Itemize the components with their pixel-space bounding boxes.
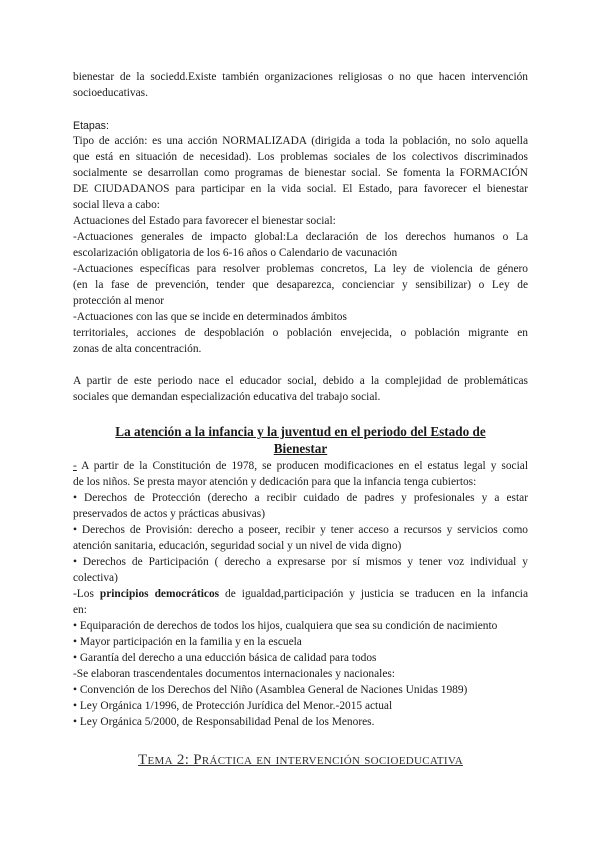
principios-line-1 bbox=[73, 587, 528, 603]
principios-pre: -Los bbox=[73, 588, 100, 600]
derecho-provision-line-1: • Derechos de Provisión: derecho a poseer, recibir y tener acceso a recursos y servicios como bbox=[73, 524, 528, 536]
section-intro-text: A partir de la Constitución de 1978, se producen modificaciones en el estatus legal y social bbox=[76, 460, 528, 472]
etapas-p1-line-4: DE CIUDADANOS para participar en la vida social. El Estado, para favorecer el bienestar bbox=[73, 183, 528, 195]
derecho-participacion-line-2: colectiva) bbox=[73, 572, 118, 584]
intro-line-2: socioeducativas. bbox=[73, 87, 148, 99]
intro-line-1: bienestar de la sociedd.Existe también organizaciones religiosas o no que hacen intervención bbox=[73, 71, 528, 83]
etapas-p1-line-2: que está en situación de necesidad). Los problemas sociales de los colectivos discriminados bbox=[73, 151, 528, 163]
educador-line-1: A partir de este periodo nace el educador social, debido a la complejidad de problemáticas bbox=[73, 375, 528, 387]
actuacion-3-line-2: territoriales, acciones de despoblación o población envejecida, o población migrante en bbox=[73, 327, 528, 339]
etapas-label: Etapas: bbox=[73, 120, 109, 132]
actuacion-1-line-2: escolarización obligatoria de los 6-16 años o Calendario de vacunación bbox=[73, 247, 398, 259]
actuacion-1-line-1: -Actuaciones generales de impacto global:La declaración de los derechos humanos o La bbox=[73, 231, 528, 243]
actuacion-3-line-1: -Actuaciones con las que se incide en determinados ámbitos bbox=[73, 311, 347, 323]
actuacion-3-line-3: zonas de alta concentración. bbox=[73, 343, 202, 355]
section-intro-line-1 bbox=[73, 459, 528, 475]
actuacion-2-line-1: -Actuaciones específicas para resolver problemas concretos, La ley de violencia de género bbox=[73, 263, 528, 275]
principios-item-1: • Equiparación de derechos de todos los hijos, cualquiera que sea su condición de nacimiento bbox=[73, 620, 498, 632]
documentos-intro: -Se elaboran trascendentales documentos internacionales y nacionales: bbox=[73, 668, 395, 680]
principios-line-2: en: bbox=[73, 604, 87, 616]
documento-item-1: • Convención de los Derechos del Niño (Asamblea General de Naciones Unidas 1989) bbox=[73, 684, 468, 696]
section-heading-line-1: La atención a la infancia y la juventud en el periodo del Estado de bbox=[115, 424, 486, 439]
etapas-p1-line-5: social lleva a cabo: bbox=[73, 199, 160, 211]
actuacion-2-line-3: protección al menor bbox=[73, 295, 165, 307]
section-intro-line-2: de los niños. Se presta mayor atención y dedicación para que la infancia tenga cubiertos: bbox=[73, 476, 477, 488]
derecho-proteccion-line-2: preservados de actos y prácticas abusivas) bbox=[73, 508, 265, 520]
etapas-p1-line-1: Tipo de acción: es una acción NORMALIZADA (dirigida a toda la población, no solo aquella bbox=[73, 135, 528, 147]
documento-item-2: • Ley Orgánica 1/1996, de Protección Jurídica del Menor.-2015 actual bbox=[73, 700, 393, 712]
actuacion-2-line-2: (en la fase de prevención, tender que desaparezca, concienciar y sensibilizar) o Ley de bbox=[73, 279, 528, 291]
educador-line-2: sociales que demandan especialización educativa del trabajo social. bbox=[73, 391, 381, 403]
principios-item-3: • Garantía del derecho a una educción básica de calidad para todos bbox=[73, 652, 377, 664]
derecho-provision-line-2: atención sanitaria, educación, seguridad social y un nivel de vida digno) bbox=[73, 540, 402, 552]
derecho-proteccion-line-1: • Derechos de Protección (derecho a recibir cuidado de padres y profesionales y a estar bbox=[73, 492, 528, 504]
principios-item-2: • Mayor participación en la familia y en la escuela bbox=[73, 636, 302, 648]
documento-item-3: • Ley Orgánica 5/2000, de Responsabilidad Penal de los Menores. bbox=[73, 716, 375, 728]
section-dash: - bbox=[73, 460, 77, 472]
section-heading-line-2: Bienestar bbox=[273, 441, 328, 456]
derecho-participacion-line-1: • Derechos de Participación ( derecho a expresarse por sí mismos y tener voz individual y bbox=[73, 556, 528, 568]
principios-post: de igualdad,participación y justicia se traducen en la infancia bbox=[219, 588, 529, 600]
principios-bold: principios democráticos bbox=[99, 588, 220, 600]
tema-2-heading: Tema 2: Práctica en intervención socioeducativa bbox=[138, 752, 463, 768]
etapas-p1-line-3: socialmente se desarrollan como programas de bienestar social. Se fomenta la FORMACIÓN bbox=[73, 167, 528, 179]
actuaciones-title: Actuaciones del Estado para favorecer el bienestar social: bbox=[73, 215, 336, 227]
